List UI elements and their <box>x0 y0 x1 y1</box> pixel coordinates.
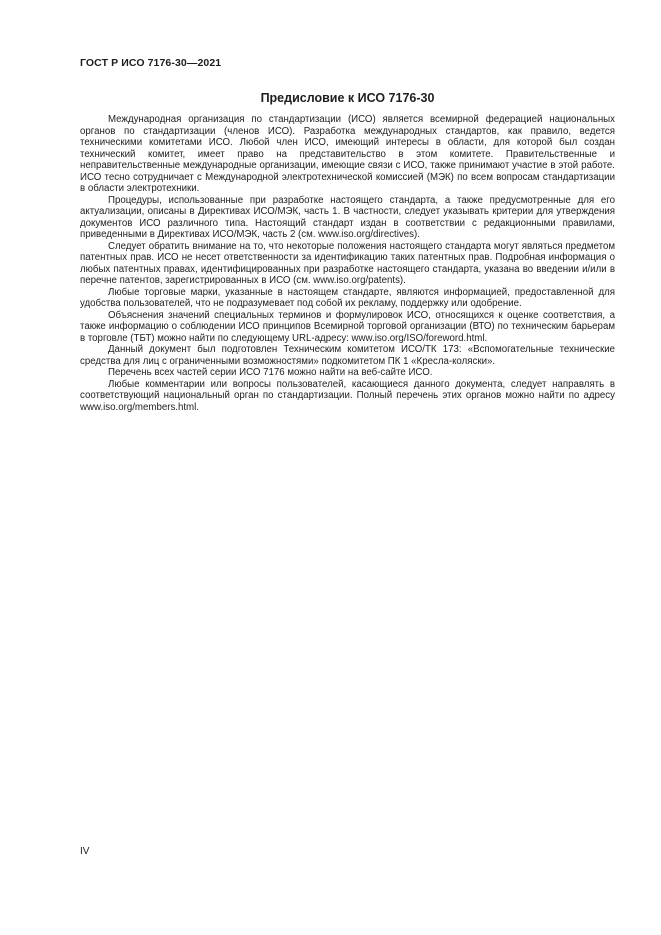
page-title: Предисловие к ИСО 7176-30 <box>260 91 435 105</box>
paragraph-comments: Любые комментарии или вопросы пользователей, касающиеся данного документа, следует направлять в соответствующий национальный орган по стандартизации. Полный перечень этих органов можно найти по адресу www.iso.org/members.html. <box>80 378 615 413</box>
paragraph-trademarks: Любые торговые марки, указанные в настоящем стандарте, являются информацией, предоставленной для удобства пользователей, что не подразумевает под собой их рекламу, поддержку или одобрение. <box>80 286 615 309</box>
paragraph-patents: Следует обратить внимание на то, что некоторые положения настоящего стандарта могут являться предметом патентных прав. ИСО не несет ответственности за идентификацию таких патентных прав. Подробная информация о любых патентных правах, идентифицированных при разработке настоящего стандарта, указана во введении и/или в перечне патентов, зарегистрированных в ИСО (см. www.iso.org/patents). <box>80 240 615 286</box>
page-number: IV <box>80 846 90 857</box>
paragraph-conformity-terms: Объяснения значений специальных терминов и формулировок ИСО, относящихся к оценке соответствия, а также информацию о соблюдении ИСО принципов Всемирной торговой организации (ВТО) по техническим барьерам в торговле (ТБТ) можно найти по следующему URL-адресу: www.iso.org/ISO/foreword.html. <box>80 309 615 344</box>
document-header: ГОСТ Р ИСО 7176-30—2021 <box>80 57 222 69</box>
paragraph-procedures: Процедуры, использованные при разработке настоящего стандарта, а также предусмотренные для его актуализации, описаны в Директивах ИСО/МЭК, часть 1. В частности, следует указывать критерии для утверждения документов ИСО различного типа. Настоящий стандарт издан в соответствии с редакционными правилами, приведенными в Директивах ИСО/МЭК, часть 2 (см. www.iso.org/directives). <box>80 194 615 240</box>
paragraph-series-parts: Перечень всех частей серии ИСО 7176 можно найти на веб-сайте ИСО. <box>108 367 433 378</box>
paragraph-committee: Данный документ был подготовлен Техническим комитетом ИСО/ТК 173: «Вспомогательные технические средства для лиц с ограниченными возможностями» подкомитетом ПК 1 «Кресла-коляски». <box>80 344 615 367</box>
paragraph-iso-organization: Международная организация по стандартизации (ИСО) является всемирной федерацией национальных органов по стандартизации (членов ИСО). Разработка международных стандартов, как правило, ведется техническими комитетами ИСО. Любой член ИСО, имеющий интересы в области, для которой был создан технический комитет, имеет право на представительство в этом комитете. Правительственные и неправительственные международные организации, имеющие связи с ИСО, также принимают участие в этой работе. ИСО тесно сотрудничает с Международной электротехнической комиссией (МЭК) по всем вопросам стандартизации в области электротехники. <box>80 114 615 194</box>
document-body <box>80 114 615 413</box>
